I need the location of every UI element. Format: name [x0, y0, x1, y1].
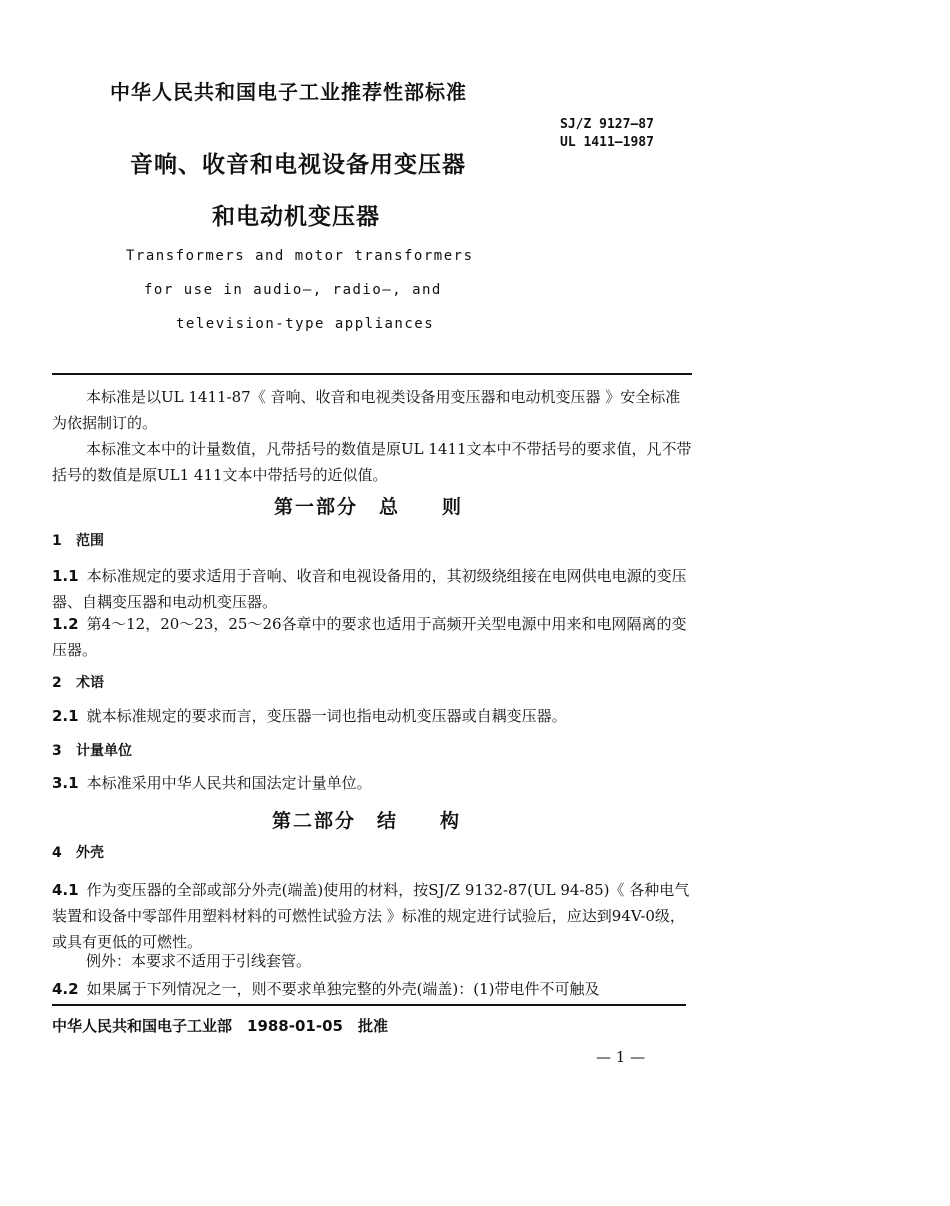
intro-paragraph-2: 本标准文本中的计量数值，凡带括号的数值是原UL 1411文本中不带括号的要求值，凡不带括号的数值是原UL1 411文本中带括号的近似值。 — [52, 440, 692, 484]
section-3-heading — [52, 740, 132, 760]
clause-number: 4.2 — [52, 980, 79, 998]
standard-codes — [560, 116, 654, 152]
clause-1-2 — [52, 611, 694, 663]
standard-code-sj: SJ/Z 9127—87 — [560, 117, 654, 132]
clause-number: 1.1 — [52, 567, 79, 585]
clause-1-1 — [52, 563, 694, 615]
section-title: 术语 — [76, 675, 104, 691]
standard-code-ul: UL 1411—1987 — [560, 135, 654, 150]
section-4-heading — [52, 842, 104, 862]
top-divider — [52, 373, 692, 375]
section-2-heading — [52, 672, 104, 692]
section-number: 4 — [52, 845, 62, 861]
intro-paragraph-1: 本标准是以UL 1411-87《 音响、收音和电视类设备用变压器和电动机变压器 》安全标准为依据制订的。 — [52, 388, 681, 432]
issuing-agency: 中华人民共和国电子工业推荐性部标准 — [110, 80, 467, 104]
section-number: 2 — [52, 675, 62, 691]
title-en-line3: television-type appliances — [176, 316, 435, 332]
clause-text: 就本标准规定的要求而言，变压器一词也指电动机变压器或自耦变压器。 — [86, 707, 567, 725]
title-cn-line1: 音响、收音和电视设备用变压器 — [130, 152, 466, 178]
clause-3-1 — [52, 770, 694, 796]
clause-text: 如果属于下列情况之一，则不要求单独完整的外壳(端盖)：(1)带电件不可触及 — [86, 980, 600, 998]
clause-text: 作为变压器的全部或部分外壳(端盖)使用的材料，按SJ/Z 9132-87(UL 94-85)《 各种电气装置和设备中零部件用塑料材料的可燃性试验方法 》标准的规定进行试验后，应达到94V-0级，或具有更低的可燃性。 — [52, 881, 690, 951]
bottom-divider — [52, 1004, 686, 1006]
clause-2-1 — [52, 703, 694, 729]
title-en-line2: for use in audio—, radio—, and — [144, 282, 442, 298]
section-number: 3 — [52, 743, 62, 759]
clause-text: 第4～12，20～23，25～26各章中的要求也适用于高频开关型电源中用来和电网隔离的变压器。 — [52, 615, 687, 659]
clause-number: 4.1 — [52, 881, 79, 899]
clause-4-1 — [52, 877, 694, 955]
clause-text: 本标准规定的要求适用于音响、收音和电视设备用的，其初级绕组接在电网供电电源的变压器、自耦变压器和电动机变压器。 — [52, 567, 687, 611]
clause-text: 本标准采用中华人民共和国法定计量单位。 — [86, 774, 372, 792]
approval-line: 中华人民共和国电子工业部 1988-01-05 批准 — [52, 1017, 388, 1035]
clause-4-1-exception: 例外：本要求不适用于引线套管。 — [86, 952, 312, 970]
clause-4-2 — [52, 976, 694, 1002]
intro-text — [52, 384, 692, 488]
section-title: 外壳 — [76, 845, 104, 861]
clause-number: 1.2 — [52, 615, 79, 633]
title-en-line1: Transformers and motor transformers — [126, 248, 474, 264]
part-1-heading: 第一部分 总 则 — [274, 496, 464, 518]
title-cn-line2: 和电动机变压器 — [212, 204, 380, 230]
section-number: 1 — [52, 533, 62, 549]
page-number: — 1 — — [596, 1048, 646, 1066]
clause-number: 3.1 — [52, 774, 79, 792]
section-title: 计量单位 — [76, 743, 132, 759]
clause-number: 2.1 — [52, 707, 79, 725]
part-2-heading: 第二部分 结 构 — [272, 810, 462, 832]
section-1-heading — [52, 530, 104, 550]
section-title: 范围 — [76, 533, 104, 549]
